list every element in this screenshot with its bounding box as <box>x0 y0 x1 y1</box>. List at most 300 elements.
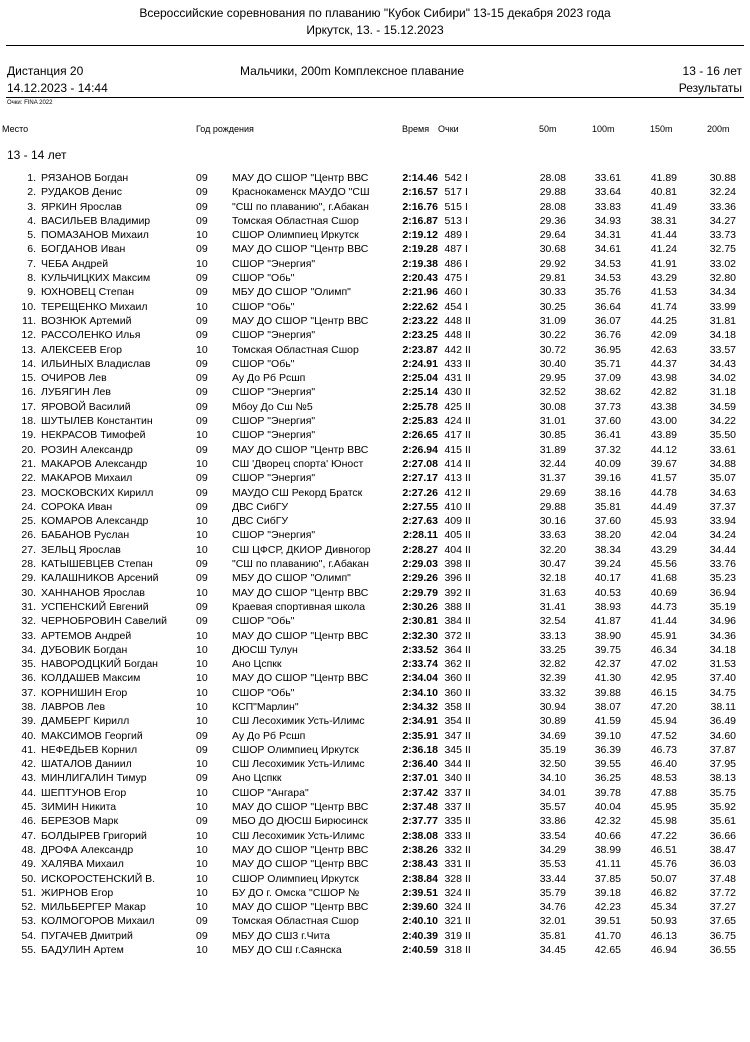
fina-points: 337 <box>444 801 462 814</box>
split-200m: 36.75 <box>709 929 736 942</box>
place: 28. <box>21 558 36 571</box>
birth-year: 10 <box>196 457 208 470</box>
team-name: Мбоу До Сш №5 <box>232 400 313 413</box>
split-50m: 34.76 <box>539 901 566 914</box>
team-name: СШОР Олимпиец Иркутск <box>232 229 359 242</box>
birth-year: 09 <box>196 600 208 613</box>
split-100m: 34.53 <box>594 272 621 285</box>
result-time: 2:28.11 <box>402 529 438 542</box>
place: 51. <box>21 886 36 899</box>
team-name: МАУ ДО СШОР "Центр ВВС <box>232 586 369 599</box>
table-row <box>0 486 750 500</box>
competition-location: Иркутск, 13. - 15.12.2023 <box>306 23 444 37</box>
table-row <box>0 814 750 828</box>
split-100m: 42.65 <box>594 944 621 957</box>
split-50m: 32.82 <box>539 658 566 671</box>
swimmer-name: МАКАРОВ Михаил <box>41 472 133 485</box>
result-time: 2:23.87 <box>402 343 438 356</box>
split-150m: 39.67 <box>650 457 677 470</box>
result-time: 2:32.30 <box>402 629 438 642</box>
split-50m: 33.25 <box>539 643 566 656</box>
split-50m: 32.54 <box>539 615 566 628</box>
split-50m: 35.19 <box>539 743 566 756</box>
split-150m: 43.38 <box>650 400 677 413</box>
team-name: МБО ДО ДЮСШ Бирюсинск <box>232 815 368 828</box>
table-row <box>0 300 750 314</box>
split-100m: 40.04 <box>594 801 621 814</box>
split-100m: 33.83 <box>594 200 621 213</box>
fina-points: 414 <box>444 457 462 470</box>
fina-points: 448 <box>444 314 462 327</box>
split-150m: 41.44 <box>650 615 677 628</box>
split-150m: 38.31 <box>650 214 677 227</box>
table-row <box>0 400 750 414</box>
split-100m: 41.70 <box>594 929 621 942</box>
fina-points: 412 <box>444 486 462 499</box>
team-name: СШОР "Обь" <box>232 272 295 285</box>
result-time: 2:16.87 <box>402 214 438 227</box>
table-row <box>0 428 750 442</box>
split-200m: 35.61 <box>709 815 736 828</box>
place: 19. <box>21 429 36 442</box>
fina-points: 362 <box>444 658 462 671</box>
split-200m: 33.61 <box>709 443 736 456</box>
split-150m: 40.81 <box>650 186 677 199</box>
birth-year: 09 <box>196 243 208 256</box>
split-50m: 30.40 <box>539 357 566 370</box>
split-150m: 44.49 <box>650 500 677 513</box>
swimmer-name: ПОМАЗАНОВ Михаил <box>41 229 149 242</box>
event-distance: Дистанция 20 <box>7 64 84 78</box>
table-row <box>0 686 750 700</box>
fina-points: 460 <box>444 286 462 299</box>
split-200m: 37.87 <box>709 743 736 756</box>
split-200m: 37.95 <box>709 758 736 771</box>
result-time: 2:25.78 <box>402 400 438 413</box>
sport-rank: II <box>465 629 471 642</box>
split-50m: 34.29 <box>539 843 566 856</box>
swimmer-name: РЯЗАНОВ Богдан <box>41 172 129 184</box>
team-name: МАУ ДО СШОР "Центр ВВС <box>232 843 369 856</box>
result-time: 2:27.26 <box>402 486 438 499</box>
split-150m: 42.63 <box>650 343 677 356</box>
fina-points: 433 <box>444 357 462 370</box>
split-100m: 38.99 <box>594 843 621 856</box>
split-100m: 36.41 <box>594 429 621 442</box>
place: 2. <box>27 186 36 199</box>
event-name: Мальчики, 200m Комплексное плавание <box>240 64 465 78</box>
swimmer-name: БОЛДЫРЕВ Григорий <box>41 829 147 842</box>
swimmer-name: КОЛМОГОРОВ Михаил <box>41 915 155 928</box>
result-time: 2:29.79 <box>402 586 438 599</box>
swimmer-name: КАТЫШЕВЦЕВ Степан <box>41 558 153 571</box>
swimmer-name: БОГДАНОВ Иван <box>41 243 126 256</box>
split-200m: 31.18 <box>709 386 736 399</box>
fina-points: 384 <box>444 615 462 628</box>
swimmer-name: РУДАКОВ Денис <box>41 186 123 199</box>
birth-year: 10 <box>196 543 208 556</box>
birth-year: 10 <box>196 901 208 914</box>
fina-points: 398 <box>444 558 462 571</box>
result-time: 2:40.39 <box>402 929 438 942</box>
place: 10. <box>21 300 36 313</box>
swimmer-name: УСПЕНСКИЙ Евгений <box>41 600 149 613</box>
split-150m: 44.12 <box>650 443 677 456</box>
fina-points: 396 <box>444 572 462 585</box>
split-150m: 46.13 <box>650 929 677 942</box>
split-150m: 41.74 <box>650 300 677 313</box>
result-time: 2:38.84 <box>402 872 438 885</box>
sport-rank: II <box>465 500 471 513</box>
split-100m: 39.16 <box>594 472 621 485</box>
split-50m: 30.72 <box>539 343 566 356</box>
split-150m: 47.20 <box>650 700 677 713</box>
sport-rank: II <box>465 529 471 542</box>
split-100m: 34.93 <box>594 214 621 227</box>
split-200m: 33.76 <box>709 558 736 571</box>
col-header-50m: 50m <box>539 124 557 134</box>
split-50m: 34.69 <box>539 729 566 742</box>
split-50m: 32.50 <box>539 758 566 771</box>
result-time: 2:29.03 <box>402 558 438 571</box>
team-name: МАУ ДО СШОР "Центр ВВС <box>232 243 369 256</box>
team-name: Ау До Рб Рсшп <box>232 372 306 385</box>
split-100m: 38.07 <box>594 700 621 713</box>
place: 52. <box>21 901 36 914</box>
split-100m: 40.66 <box>594 829 621 842</box>
fina-points: 319 <box>444 929 462 942</box>
sport-rank: II <box>465 886 471 899</box>
team-name: МБУ ДО СШ3 г.Чита <box>232 929 331 942</box>
event-datetime: 14.12.2023 - 14:44 <box>7 81 108 95</box>
sport-rank: II <box>465 472 471 485</box>
fina-points: 417 <box>444 429 462 442</box>
swimmer-name: БАДУЛИН Артем <box>41 944 124 957</box>
table-row <box>0 857 750 871</box>
swimmer-name: ИСКОРОСТЕНСКИЙ В. <box>41 872 156 885</box>
col-header-100m: 100m <box>592 124 615 134</box>
split-200m: 35.07 <box>709 472 736 485</box>
swimmer-name: ШЕПТУНОВ Егор <box>41 786 127 799</box>
split-100m: 36.25 <box>594 772 621 785</box>
birth-year: 10 <box>196 758 208 771</box>
sport-rank: II <box>465 400 471 413</box>
split-150m: 46.82 <box>650 886 677 899</box>
split-150m: 42.04 <box>650 529 677 542</box>
birth-year: 09 <box>196 357 208 370</box>
sport-rank: I <box>465 172 468 184</box>
swimmer-name: ЧЕБА Андрей <box>41 257 109 270</box>
split-50m: 35.79 <box>539 886 566 899</box>
team-name: ДВС СибГУ <box>232 500 289 513</box>
swimmer-name: ИЛЬИНЫХ Владислав <box>41 357 151 370</box>
split-100m: 38.34 <box>594 543 621 556</box>
split-150m: 47.22 <box>650 829 677 842</box>
result-time: 2:25.83 <box>402 415 438 428</box>
split-200m: 33.57 <box>709 343 736 356</box>
split-150m: 41.57 <box>650 472 677 485</box>
sport-rank: II <box>465 672 471 685</box>
table-row <box>0 929 750 943</box>
split-50m: 29.92 <box>539 257 566 270</box>
split-150m: 46.94 <box>650 944 677 957</box>
result-time: 2:14.46 <box>402 172 438 184</box>
swimmer-name: ДУБОВИК Богдан <box>41 643 128 656</box>
split-50m: 34.10 <box>539 772 566 785</box>
fina-points: 358 <box>444 700 462 713</box>
split-150m: 47.52 <box>650 729 677 742</box>
result-time: 2:37.77 <box>402 815 438 828</box>
split-200m: 34.18 <box>709 643 736 656</box>
team-name: СШОР "Энергия" <box>232 429 316 442</box>
birth-year: 10 <box>196 586 208 599</box>
split-100m: 39.75 <box>594 643 621 656</box>
result-time: 2:21.96 <box>402 286 438 299</box>
birth-year: 09 <box>196 558 208 571</box>
place: 53. <box>21 915 36 928</box>
split-150m: 43.89 <box>650 429 677 442</box>
fina-points: 409 <box>444 515 462 528</box>
table-row <box>0 872 750 886</box>
team-name: СШОР "Обь" <box>232 300 295 313</box>
birth-year: 09 <box>196 743 208 756</box>
team-name: СШОР "Энергия" <box>232 415 316 428</box>
split-50m: 29.88 <box>539 500 566 513</box>
team-name: БУ ДО г. Омска "СШОР № <box>232 886 360 899</box>
table-row <box>0 385 750 399</box>
birth-year: 10 <box>196 629 208 642</box>
split-200m: 38.47 <box>709 843 736 856</box>
place: 26. <box>21 529 36 542</box>
place: 5. <box>27 229 36 242</box>
team-name: СШОР "Энергия" <box>232 529 316 542</box>
place: 45. <box>21 801 36 814</box>
place: 14. <box>21 357 36 370</box>
team-name: Ано Цспкк <box>232 772 282 785</box>
result-time: 2:27.55 <box>402 500 438 513</box>
swimmer-name: ЧЕРНОБРОВИН Савелий <box>41 615 167 628</box>
swimmer-name: КОРНИШИН Егор <box>41 686 128 699</box>
result-time: 2:30.81 <box>402 615 438 628</box>
split-50m: 35.81 <box>539 929 566 942</box>
team-name: СШОР "Ангара" <box>232 786 309 799</box>
table-row <box>0 242 750 256</box>
fina-points: 442 <box>444 343 462 356</box>
sport-rank: II <box>465 543 471 556</box>
split-50m: 30.85 <box>539 429 566 442</box>
result-time: 2:35.91 <box>402 729 438 742</box>
team-name: Краснокаменск МАУДО "СШ <box>232 186 370 199</box>
team-name: СШ 'Дворец спорта' Юност <box>232 457 364 470</box>
split-200m: 34.36 <box>709 629 736 642</box>
table-row <box>0 357 750 371</box>
sport-rank: II <box>465 901 471 914</box>
team-name: МАУ ДО СШОР "Центр ВВС <box>232 172 369 184</box>
place: 29. <box>21 572 36 585</box>
place: 44. <box>21 786 36 799</box>
split-200m: 34.88 <box>709 457 736 470</box>
event-divider <box>6 97 744 98</box>
split-150m: 41.53 <box>650 286 677 299</box>
split-150m: 41.89 <box>650 172 677 184</box>
split-200m: 32.75 <box>709 243 736 256</box>
split-150m: 45.56 <box>650 558 677 571</box>
birth-year: 10 <box>196 858 208 871</box>
table-row <box>0 557 750 571</box>
birth-year: 10 <box>196 529 208 542</box>
sport-rank: II <box>465 572 471 585</box>
swimmer-name: РАССОЛЕНКО Илья <box>41 329 141 342</box>
split-200m: 34.34 <box>709 286 736 299</box>
split-50m: 29.69 <box>539 486 566 499</box>
result-time: 2:37.48 <box>402 801 438 814</box>
result-time: 2:34.91 <box>402 715 438 728</box>
sport-rank: II <box>465 486 471 499</box>
swimmer-name: АРТЕМОВ Андрей <box>41 629 132 642</box>
split-150m: 47.88 <box>650 786 677 799</box>
table-row <box>0 800 750 814</box>
fina-points: 431 <box>444 372 462 385</box>
birth-year: 10 <box>196 715 208 728</box>
birth-year: 09 <box>196 200 208 213</box>
split-100m: 39.24 <box>594 558 621 571</box>
swimmer-name: МОСКОВСКИХ Кирилл <box>41 486 154 499</box>
result-time: 2:40.10 <box>402 915 438 928</box>
split-50m: 35.57 <box>539 801 566 814</box>
team-name: МАУ ДО СШОР "Центр ВВС <box>232 901 369 914</box>
place: 46. <box>21 815 36 828</box>
fina-points: 321 <box>444 915 462 928</box>
split-100m: 39.88 <box>594 686 621 699</box>
fina-points: 345 <box>444 743 462 756</box>
team-name: КСП"Марлин" <box>232 700 299 713</box>
split-150m: 41.68 <box>650 572 677 585</box>
sport-rank: II <box>465 758 471 771</box>
sport-rank: II <box>465 586 471 599</box>
birth-year: 10 <box>196 843 208 856</box>
split-50m: 29.81 <box>539 272 566 285</box>
split-150m: 40.69 <box>650 586 677 599</box>
birth-year: 10 <box>196 944 208 957</box>
split-150m: 46.51 <box>650 843 677 856</box>
fina-points: 335 <box>444 815 462 828</box>
swimmer-name: ДАМБЕРГ Кирилл <box>41 715 130 728</box>
split-150m: 41.24 <box>650 243 677 256</box>
swimmer-name: РОЗИН Александр <box>41 443 133 456</box>
split-100m: 36.95 <box>594 343 621 356</box>
split-50m: 30.94 <box>539 700 566 713</box>
points-note: Очки: FINA 2022 <box>7 100 53 106</box>
split-50m: 30.08 <box>539 400 566 413</box>
split-50m: 33.63 <box>539 529 566 542</box>
place: 35. <box>21 658 36 671</box>
swimmer-name: ПУГАЧЕВ Дмитрий <box>41 929 133 942</box>
place: 40. <box>21 729 36 742</box>
split-100m: 38.16 <box>594 486 621 499</box>
sport-rank: I <box>465 214 468 227</box>
table-row <box>0 757 750 771</box>
split-200m: 34.02 <box>709 372 736 385</box>
split-100m: 42.23 <box>594 901 621 914</box>
table-row <box>0 700 750 714</box>
split-50m: 33.86 <box>539 815 566 828</box>
fina-points: 413 <box>444 472 462 485</box>
sport-rank: II <box>465 600 471 613</box>
split-200m: 34.60 <box>709 729 736 742</box>
split-50m: 30.25 <box>539 300 566 313</box>
birth-year: 10 <box>196 643 208 656</box>
result-time: 2:27.17 <box>402 472 438 485</box>
place: 11. <box>22 314 36 327</box>
table-row <box>0 285 750 299</box>
split-50m: 34.01 <box>539 786 566 799</box>
place: 39. <box>21 715 36 728</box>
result-time: 2:16.76 <box>402 200 438 213</box>
split-100m: 35.76 <box>594 286 621 299</box>
place: 16. <box>21 386 36 399</box>
split-50m: 31.37 <box>539 472 566 485</box>
sport-rank: II <box>465 872 471 885</box>
split-150m: 45.95 <box>650 801 677 814</box>
birth-year: 09 <box>196 314 208 327</box>
table-row <box>0 629 750 643</box>
sport-rank: II <box>465 386 471 399</box>
birth-year: 09 <box>196 214 208 227</box>
split-100m: 40.09 <box>594 457 621 470</box>
split-100m: 39.18 <box>594 886 621 899</box>
team-name: СШОР "Обь" <box>232 357 295 370</box>
split-100m: 39.78 <box>594 786 621 799</box>
split-50m: 32.01 <box>539 915 566 928</box>
col-header-place: Место <box>2 124 29 134</box>
split-200m: 35.92 <box>709 801 736 814</box>
split-200m: 31.53 <box>709 658 736 671</box>
team-name: МАУ ДО СШОР "Центр ВВС <box>232 858 369 871</box>
fina-points: 410 <box>444 500 462 513</box>
split-200m: 33.99 <box>709 300 736 313</box>
split-200m: 34.43 <box>709 357 736 370</box>
birth-year: 09 <box>196 472 208 485</box>
sport-rank: II <box>465 801 471 814</box>
swimmer-name: КУЛЬЧИЦКИХ Максим <box>41 272 151 285</box>
split-100m: 37.85 <box>594 872 621 885</box>
col-header-time: Время <box>402 124 430 134</box>
team-name: СШОР "Энергия" <box>232 386 316 399</box>
team-name: СШОР Олимпиец Иркутск <box>232 743 359 756</box>
fina-points: 333 <box>444 829 462 842</box>
result-time: 2:38.08 <box>402 829 438 842</box>
birth-year: 09 <box>196 400 208 413</box>
age-group-label: 13 - 14 лет <box>7 148 67 162</box>
split-150m: 42.09 <box>650 329 677 342</box>
split-200m: 34.96 <box>709 615 736 628</box>
split-200m: 34.24 <box>709 529 736 542</box>
swimmer-name: ТЕРЕЩЕНКО Михаил <box>41 300 148 313</box>
team-name: СШОР Олимпиец Иркутск <box>232 872 359 885</box>
table-row <box>0 771 750 785</box>
split-200m: 34.27 <box>709 214 736 227</box>
result-time: 2:38.26 <box>402 843 438 856</box>
split-100m: 34.31 <box>594 229 621 242</box>
split-50m: 32.20 <box>539 543 566 556</box>
split-200m: 35.19 <box>709 600 736 613</box>
sport-rank: II <box>465 929 471 942</box>
split-100m: 35.71 <box>594 357 621 370</box>
birth-year: 09 <box>196 186 208 199</box>
team-name: СШОР "Обь" <box>232 615 295 628</box>
table-row <box>0 914 750 928</box>
split-150m: 43.00 <box>650 415 677 428</box>
